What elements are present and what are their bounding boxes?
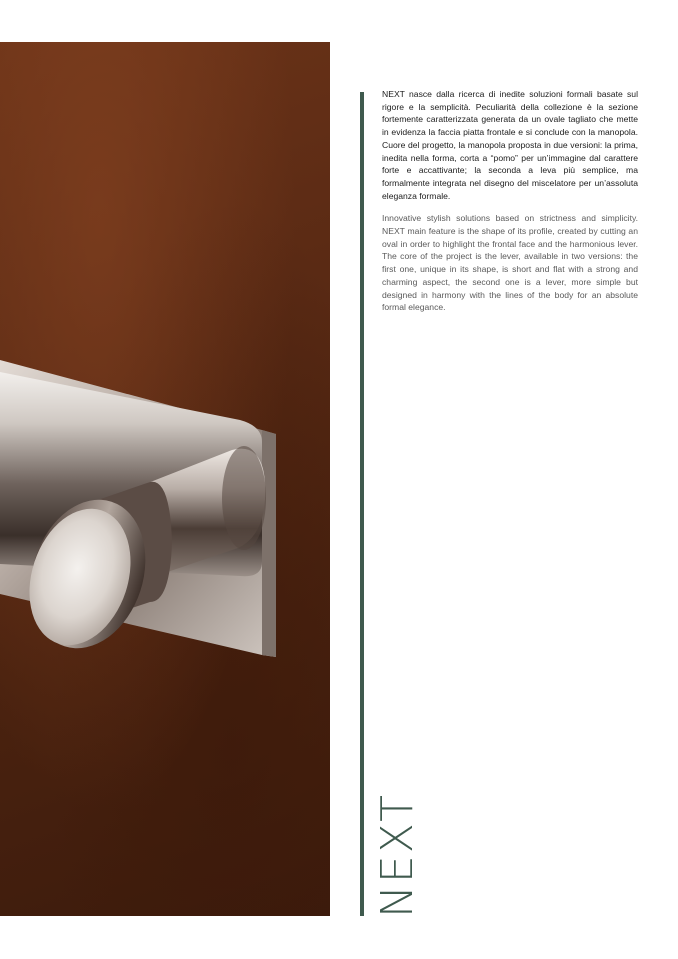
accent-rule xyxy=(360,92,364,916)
description-italian: NEXT nasce dalla ricerca di inedite soluzioni formali basate sul rigore e la semplicità. Peculiarità della collezione è la sezione fortemente caratterizzata generata da un ovale tagliato che mette in evidenza la faccia piatta frontale e si conclude con la manopola. Cuore del progetto, la manopola proposta in due versioni: la prima, inedita nella forma, corta a “pomo” per un’immagine dal carattere forte e accattivante; la seconda a leva più semplice, ma formalmente integrata nel disegno del miscelatore per un’assoluta eleganza formale. xyxy=(382,89,638,201)
description-english: Innovative stylish solutions based on strictness and simplicity. NEXT main feature is the shape of its profile, created by cutting an oval in order to highlight the frontal face and the harmonious lever. The core of the project is the lever, available in two versions: the first one, unique in its shape, is short and flat with a strong and charming aspect, the second one is a lever, more simple but designed in harmony with the lines of the body for an absolute formal elegance. xyxy=(382,213,638,313)
product-photo xyxy=(0,42,330,916)
mixer-illustration xyxy=(0,42,330,916)
product-name: NEXT xyxy=(372,793,423,918)
description-column xyxy=(382,88,638,314)
